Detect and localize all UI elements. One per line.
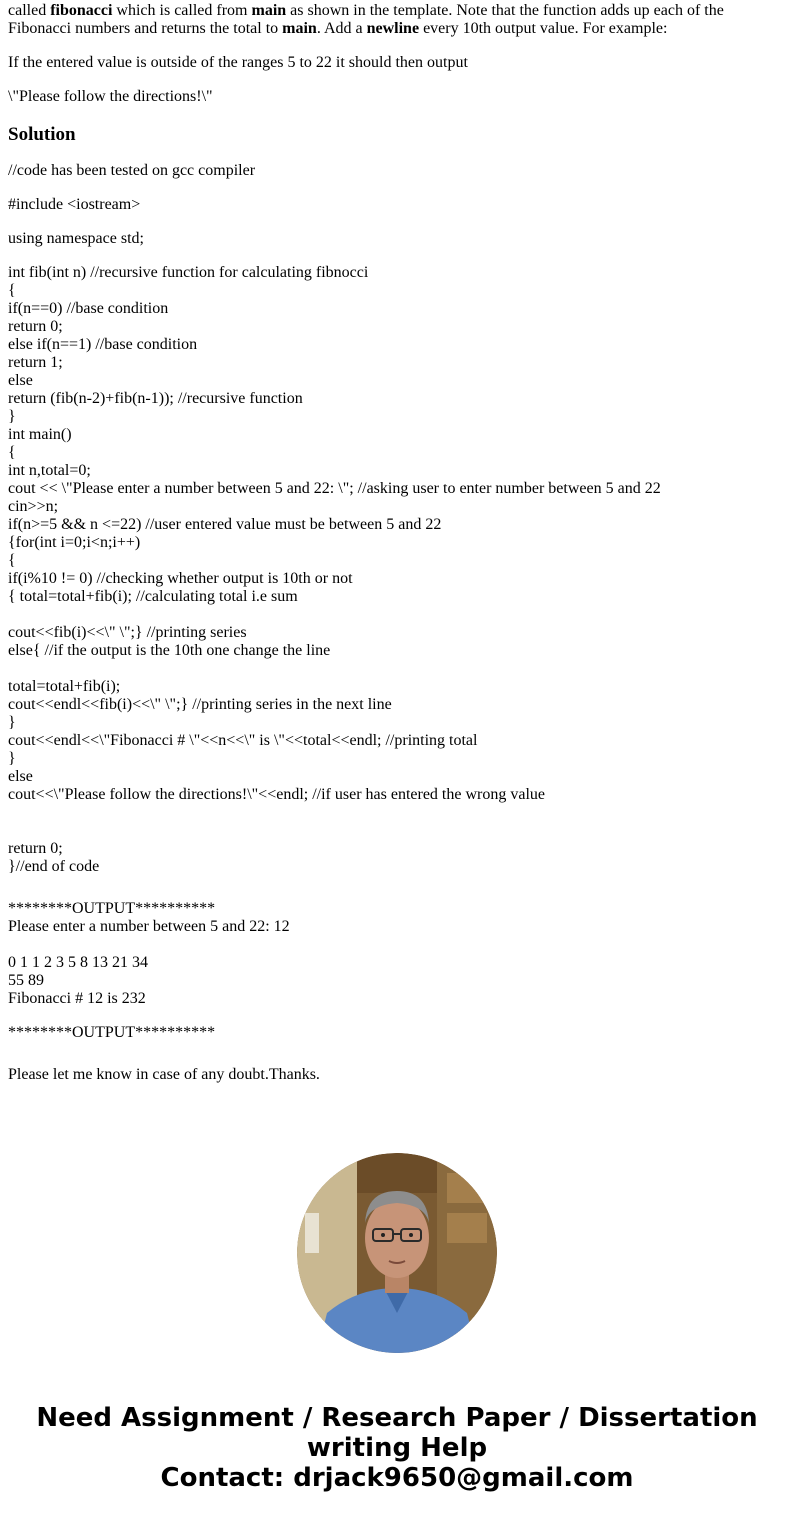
promo-line: writing Help bbox=[306, 1433, 488, 1463]
directions-quote: \"Please follow the directions!\" bbox=[8, 88, 213, 105]
author-portrait-image bbox=[297, 1153, 497, 1353]
code-line: int fib(int n) //recursive function for calculating fibnocci bbox=[8, 264, 369, 281]
code-line bbox=[8, 822, 786, 840]
code-line: else bbox=[8, 372, 33, 389]
intro-bold-main: main bbox=[282, 20, 317, 37]
code-line: { total=total+fib(i); //calculating total i.e sum bbox=[8, 588, 298, 605]
code-line: int n,total=0; bbox=[8, 462, 91, 479]
code-line: } bbox=[8, 408, 16, 425]
intro-bold-fibonacci: fibonacci bbox=[50, 2, 113, 19]
code-line: cout<<endl<<fib(i)<<\" \";} //printing series in the next line bbox=[8, 696, 392, 713]
code-line: { bbox=[8, 444, 16, 461]
namespace-line: using namespace std; bbox=[8, 230, 144, 247]
code-line: cout << \"Please enter a number between 5 and 22: \"; //asking user to enter number between 5 and 22 bbox=[8, 480, 661, 497]
intro-text: every 10th output value. For example: bbox=[419, 20, 668, 37]
intro-text: as shown in the template. Note that the function adds up each of the Fibonacci numbers and returns the total to bbox=[8, 2, 724, 37]
author-photo bbox=[297, 1153, 497, 1353]
intro-paragraph bbox=[8, 2, 786, 38]
code-line: else{ //if the output is the 10th one change the line bbox=[8, 642, 331, 659]
output-marker: ********OUTPUT********** bbox=[8, 1024, 216, 1041]
output-prompt: Please enter a number between 5 and 22: 12 bbox=[8, 918, 290, 935]
code-line: cout<<endl<<\"Fibonacci # \"<<n<<\" is \"<<total<<endl; //printing total bbox=[8, 732, 478, 749]
code-line: } bbox=[8, 750, 16, 767]
code-line: return (fib(n-2)+fib(n-1)); //recursive function bbox=[8, 390, 303, 407]
tested-note: //code has been tested on gcc compiler bbox=[8, 162, 256, 179]
code-line: return 1; bbox=[8, 354, 63, 371]
output-marker: ********OUTPUT********** bbox=[8, 900, 216, 917]
code-line: cout<<\"Please follow the directions!\"<<endl; //if user has entered the wrong value bbox=[8, 786, 546, 803]
output-block bbox=[8, 900, 786, 1042]
intro-bold-newline: newline bbox=[366, 20, 420, 37]
solution-heading: Solution bbox=[8, 124, 76, 145]
code-line: if(n>=5 && n <=22) //user entered value must be between 5 and 22 bbox=[8, 516, 442, 533]
output-line: Fibonacci # 12 is 232 bbox=[8, 990, 146, 1007]
code-line: int main() bbox=[8, 426, 72, 443]
code-line: if(i%10 != 0) //checking whether output is 10th or not bbox=[8, 570, 353, 587]
code-line: else bbox=[8, 768, 33, 785]
promo-line: Need Assignment / Research Paper / Dissertation bbox=[36, 1403, 758, 1433]
code-line: cin>>n; bbox=[8, 498, 59, 515]
code-line: {for(int i=0;i<n;i++) bbox=[8, 534, 141, 551]
blank-line bbox=[8, 936, 786, 954]
output-line: 0 1 1 2 3 5 8 13 21 34 bbox=[8, 954, 148, 971]
promo-contact: Contact: drjack9650@gmail.com bbox=[160, 1463, 634, 1493]
intro-text: called bbox=[8, 2, 51, 19]
promo-banner bbox=[0, 1403, 794, 1493]
code-line bbox=[8, 804, 786, 822]
code-line: }//end of code bbox=[8, 858, 100, 875]
code-line bbox=[8, 660, 786, 678]
include-line: #include <iostream> bbox=[8, 196, 141, 213]
code-line: return 0; bbox=[8, 318, 63, 335]
code-line: } bbox=[8, 714, 16, 731]
intro-text: which is called from bbox=[112, 2, 252, 19]
code-line: else if(n==1) //base condition bbox=[8, 336, 198, 353]
range-note: If the entered value is outside of the ranges 5 to 22 it should then output bbox=[8, 54, 468, 71]
document-body bbox=[8, 2, 786, 1084]
closing-note: Please let me know in case of any doubt.Thanks. bbox=[8, 1066, 320, 1083]
code-line: cout<<fib(i)<<\" \";} //printing series bbox=[8, 624, 247, 641]
code-line: if(n==0) //base condition bbox=[8, 300, 169, 317]
code-line: { bbox=[8, 282, 16, 299]
output-line: 55 89 bbox=[8, 972, 44, 989]
code-line: total=total+fib(i); bbox=[8, 678, 121, 695]
code-line: { bbox=[8, 552, 16, 569]
intro-text: . Add a bbox=[316, 20, 367, 37]
code-block bbox=[8, 264, 786, 876]
intro-bold-main: main bbox=[251, 2, 287, 19]
code-line: return 0; bbox=[8, 840, 63, 857]
code-line bbox=[8, 606, 786, 624]
